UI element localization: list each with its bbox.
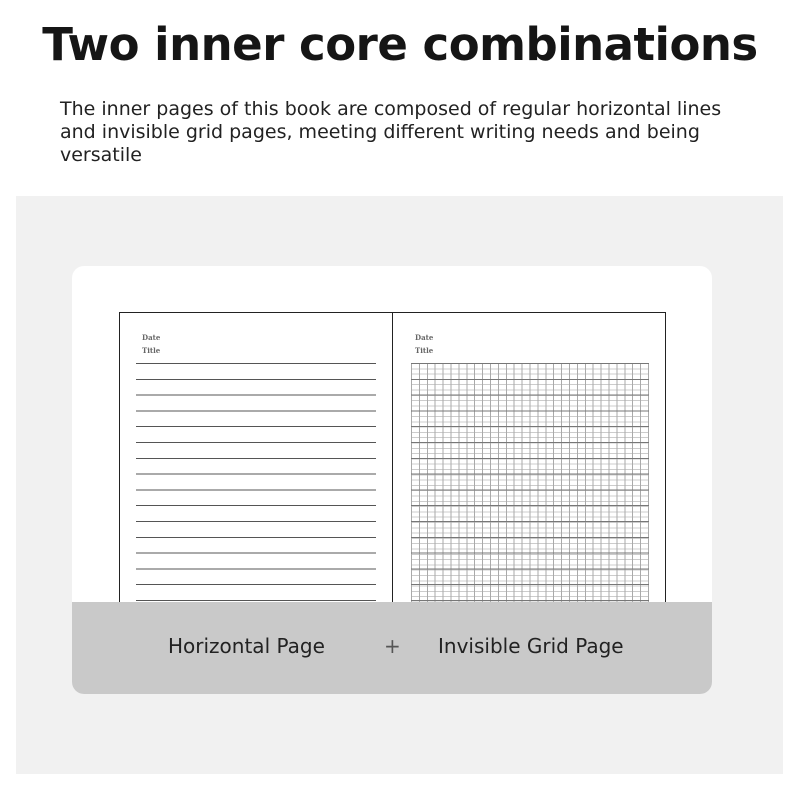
open-notebook <box>119 312 666 612</box>
plus-icon: + <box>384 634 401 658</box>
caption-bar <box>72 602 712 694</box>
invisible-grid <box>411 363 649 613</box>
notebook-card <box>72 266 712 694</box>
left-date-label: Date <box>142 333 161 342</box>
grid-page <box>393 313 665 612</box>
right-date-label: Date <box>415 333 434 342</box>
caption-invisible-grid-page: Invisible Grid Page <box>438 634 624 658</box>
caption-horizontal-page: Horizontal Page <box>168 634 325 658</box>
left-title-label: Title <box>142 346 161 355</box>
ruled-lines <box>136 363 376 613</box>
right-title-label: Title <box>415 346 434 355</box>
description: The inner pages of this book are composed of regular horizontal lines and invisible grid pages, meeting different writing needs and being versatile <box>60 98 722 166</box>
horizontal-page <box>120 313 392 612</box>
headline: Two inner core combinations <box>42 18 758 71</box>
